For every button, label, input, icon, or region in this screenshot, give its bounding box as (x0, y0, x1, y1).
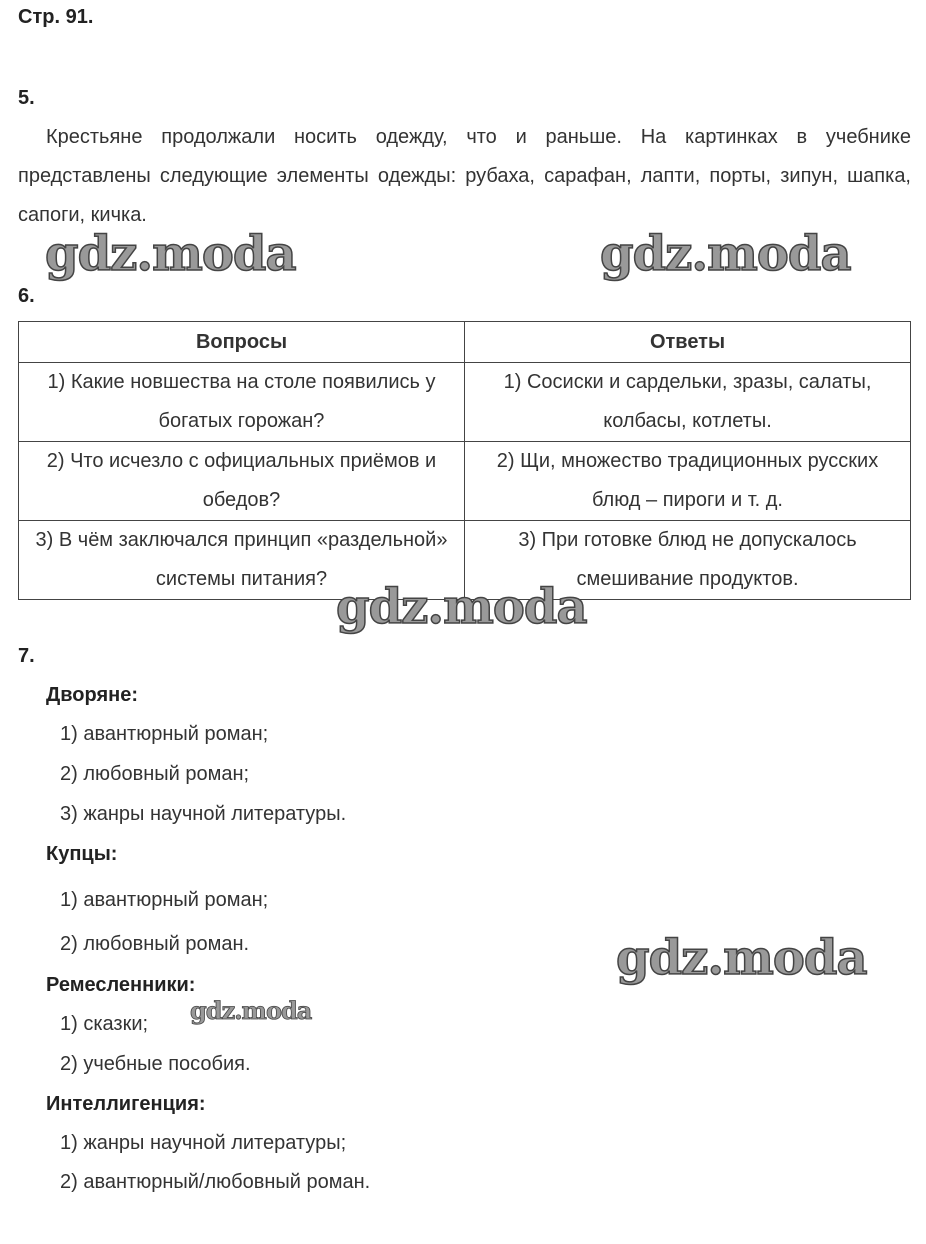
watermark: gdz.moda (616, 930, 867, 986)
list-item: 1) жанры научной литературы; (60, 1132, 347, 1154)
list-item: 1) сказки; (60, 1013, 149, 1035)
table-row (19, 521, 911, 600)
question-cell: 3) В чём заключался принцип «раздельной» системы питания? (19, 521, 465, 600)
task-6-number: 6. (18, 285, 35, 307)
header-answers: Ответы (465, 322, 911, 363)
watermark: gdz.moda (600, 226, 851, 282)
header-questions: Вопросы (19, 322, 465, 363)
task-5-body: Крестьяне продолжали носить одежду, что и раньше. На картинках в учебнике представлены следующие элементы одежды: рубаха, сарафан, лапти, порты, зипун, шапка, сапоги, кичка. (18, 126, 911, 226)
answer-cell: 2) Щи, множество традиционных русских блюд – пироги и т. д. (465, 442, 911, 521)
list-item: 2) авантюрный/любовный роман. (60, 1171, 371, 1193)
list-item: 2) любовный роман; (60, 763, 250, 785)
task-7-number: 7. (18, 645, 35, 667)
group-title: Интеллигенция: (46, 1093, 206, 1115)
table-row (19, 442, 911, 521)
group-title: Дворяне: (46, 684, 138, 706)
group-title: Купцы: (46, 843, 118, 865)
list-item: 1) авантюрный роман; (60, 889, 269, 911)
group-title: Ремесленники: (46, 974, 196, 996)
questions-table (18, 321, 911, 600)
question-cell: 2) Что исчезло с официальных приёмов и обедов? (19, 442, 465, 521)
watermark: gdz.moda (45, 226, 296, 282)
list-item: 3) жанры научной литературы. (60, 803, 347, 825)
answer-cell: 3) При готовке блюд не допускалось смешивание продуктов. (465, 521, 911, 600)
answer-cell: 1) Сосиски и сардельки, зразы, салаты, колбасы, котлеты. (465, 363, 911, 442)
task-5-number: 5. (18, 87, 35, 109)
list-item: 1) авантюрный роман; (60, 723, 269, 745)
question-cell: 1) Какие новшества на столе появились у богатых горожан? (19, 363, 465, 442)
table-row (19, 363, 911, 442)
list-item: 2) учебные пособия. (60, 1053, 251, 1075)
watermark: gdz.moda (190, 996, 312, 1025)
list-item: 2) любовный роман. (60, 933, 250, 955)
watermark: gdz.moda (336, 579, 587, 635)
page-label: Стр. 91. (18, 6, 94, 28)
task-5-text (18, 118, 911, 235)
